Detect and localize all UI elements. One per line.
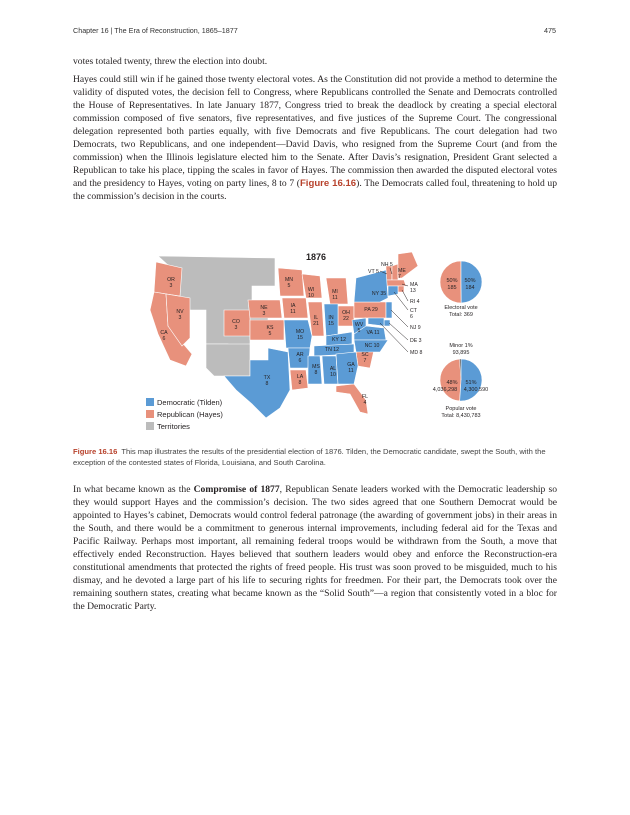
legend-label-democratic: Democratic (Tilden) bbox=[157, 398, 223, 407]
label-VT: VT 5 bbox=[368, 269, 379, 275]
label-KY: KY 12 bbox=[331, 337, 347, 343]
paragraph-text: In what became known as the bbox=[73, 484, 194, 495]
label-OH: OH 22 bbox=[342, 310, 350, 322]
new-mexico-territory bbox=[206, 344, 250, 376]
label-KS: KS 5 bbox=[266, 325, 274, 337]
figure-caption-label: Figure 16.16 bbox=[73, 447, 118, 456]
legend-label-republican: Republican (Hayes) bbox=[157, 410, 223, 419]
label-LA: LA 8 bbox=[296, 374, 304, 386]
paragraph-text-end: ). The Democrats called foul, threatening to hold up the commission’s decision in the courts. bbox=[73, 178, 557, 202]
figure-link[interactable]: Figure 16.16 bbox=[299, 178, 357, 189]
paragraph-text: Hayes could still win if he gained those twenty electoral votes. As the Constitution did not provide a method to determine the validity of disputed votes, the decision fell to Congress, where Republicans controlled the Senate and Democrats controlled the House of Representatives. In late January 1877, Congress tried to break the deadlock by creating a special electoral commission composed of five senators, five representatives, and five justices of the Supreme Court. The congressional delegation represented both parties equally, with five Democrats and five Republicans. The court delegation had two Democrats, two Republicans, and one independent—David Davis, who resigned from the Supreme Court (and from the commission) when the Illinois legislature elected him to the Senate. After Davis’s resignation, President Grant selected a Republican to take his place, tipping the scales in favor of Hayes. The commission then awarded the disputed electoral votes and the presidency to Hayes, voting on party lines, 8 to 7 ( bbox=[73, 74, 557, 189]
paragraph-compromise bbox=[73, 483, 557, 613]
label-SC: SC 7 bbox=[361, 352, 369, 364]
label-NY: NY 35 bbox=[371, 291, 387, 297]
label-NV: NV 3 bbox=[176, 309, 184, 321]
label-MD: MD 8 bbox=[410, 350, 423, 356]
label-TX: TX 8 bbox=[263, 375, 271, 387]
state-GA bbox=[336, 352, 358, 384]
label-ME: ME 7 bbox=[398, 268, 406, 280]
label-IA: IA 11 bbox=[290, 303, 296, 315]
popular-vote-pie bbox=[433, 343, 488, 419]
label-AR: AR 6 bbox=[296, 352, 304, 364]
page-number: 475 bbox=[544, 26, 556, 35]
label-IL: IL 21 bbox=[313, 315, 319, 327]
state-ME bbox=[398, 252, 418, 278]
label-NH: NH 5 bbox=[381, 262, 393, 268]
figure-caption bbox=[73, 447, 557, 468]
election-map-figure bbox=[140, 248, 500, 434]
legend-swatch-territories bbox=[146, 422, 154, 430]
state-RI bbox=[398, 286, 404, 292]
running-header: Chapter 16 | The Era of Reconstruction, 1865–1877 bbox=[73, 26, 238, 35]
label-AL: AL 10 bbox=[329, 366, 337, 378]
label-PA: PA 29 bbox=[364, 307, 378, 313]
electoral-vote-pie bbox=[440, 261, 482, 318]
popular-right-val: 4,300,590 bbox=[463, 387, 489, 393]
label-OR: OR 3 bbox=[167, 277, 175, 289]
label-MN: MN 5 bbox=[284, 277, 294, 289]
electoral-right-val: 184 bbox=[465, 285, 475, 291]
label-DE: DE 3 bbox=[410, 338, 422, 344]
electoral-left-val: 185 bbox=[447, 285, 457, 291]
label-FL: FL 4 bbox=[361, 394, 369, 406]
label-CO: CO 3 bbox=[232, 319, 240, 331]
label-MO: MO 15 bbox=[295, 329, 305, 341]
figure-title: 1876 bbox=[306, 252, 327, 262]
label-GA: GA 11 bbox=[347, 362, 355, 374]
label-NJ: NJ 9 bbox=[410, 325, 421, 331]
label-NC: NC 10 bbox=[364, 343, 380, 349]
popular-minor-label: Minor 1% 93,895 bbox=[449, 343, 473, 356]
popular-left-val: 4,036,298 bbox=[432, 387, 458, 393]
state-VT bbox=[386, 266, 392, 280]
label-WV: WV 5 bbox=[354, 322, 364, 334]
electoral-right-pct: 50% bbox=[464, 278, 476, 284]
label-IN: IN 15 bbox=[328, 315, 334, 327]
label-NE: NE 3 bbox=[260, 305, 268, 317]
label-RI: RI 4 bbox=[410, 299, 420, 305]
label-MA: MA 13 bbox=[410, 282, 418, 294]
legend-swatch-democratic bbox=[146, 398, 154, 406]
electoral-vote-caption: Electoral vote Total: 369 bbox=[444, 305, 478, 318]
label-TN: TN 12 bbox=[324, 347, 340, 353]
popular-right-pct: 51% bbox=[465, 380, 477, 386]
popular-left-pct: 48% bbox=[446, 380, 458, 386]
paragraph-continuation: votes totaled twenty, threw the election into doubt. bbox=[73, 56, 268, 67]
legend bbox=[146, 398, 223, 431]
popular-vote-caption: Popular vote Total: 8,430,783 bbox=[441, 406, 481, 419]
label-MI: MI 11 bbox=[332, 289, 338, 301]
electoral-left-pct: 50% bbox=[446, 278, 458, 284]
paragraph-text-rest: , Republican Senate leaders worked with the Democratic leadership so they would support Hayes and the commission’s decision. The two sides agreed that one Southern Democrat would be appointed to Hayes’s cabinet, Democrats would control federal patronage (the awarding of government jobs) in their areas in the South, and there would be a commitment to generous internal improvements, including federal aid for the Texas and Pacific Railway. Perhaps most important, all remaining federal troops would be withdrawn from the South, a move that effectively ended Reconstruction. Hayes believed that southern leaders would obey and enforce the Reconstruction-era constitutional amendments that protected the rights of freed people. His trust was soon proved to be misguided, much to his dismay, and he devoted a large part of his life to securing rights for freedmen. For their part, the Democrats took over the remaining southern states, creating what became known as the “Solid South”—a region that consistently voted in a bloc for the Democratic Party. bbox=[73, 484, 557, 612]
key-term: Compromise of 1877 bbox=[193, 484, 280, 495]
figure-caption-text: This map illustrates the results of the presidential election of 1876. Tilden, the Democratic candidate, swept the South, with the exception of the contested states of Florida, Louisiana, and South Carolina. bbox=[73, 447, 546, 467]
label-MS: MS 8 bbox=[312, 364, 320, 376]
label-WI: WI 10 bbox=[307, 287, 315, 299]
state-MA bbox=[386, 280, 406, 286]
election-map bbox=[140, 248, 500, 434]
label-CA: CA 6 bbox=[160, 330, 168, 342]
paragraph-electoral-commission bbox=[73, 73, 557, 203]
state-CT bbox=[388, 286, 398, 296]
label-VA: VA 11 bbox=[366, 330, 380, 336]
legend-swatch-republican bbox=[146, 410, 154, 418]
label-CT: CT 6 bbox=[410, 308, 417, 320]
legend-label-territories: Territories bbox=[157, 422, 190, 431]
